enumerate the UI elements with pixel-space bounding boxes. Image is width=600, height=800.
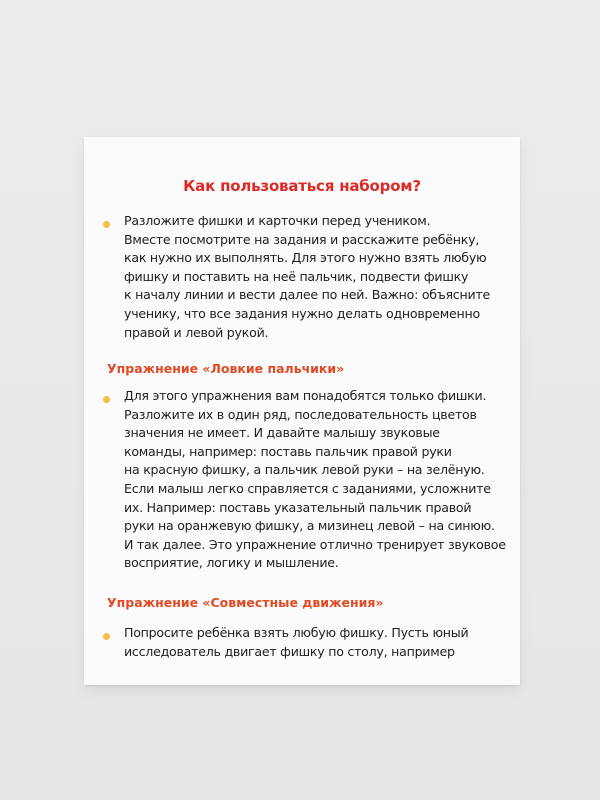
text-line: их. Например: поставь указательный пальчик правой <box>124 499 472 515</box>
text-line: исследователь двигает фишку по столу, например <box>124 643 455 659</box>
text-line: Для этого упражнения вам понадобятся только фишки. <box>124 388 487 403</box>
text-line: как нужно их выполнять. Для этого нужно взять любую <box>124 250 487 266</box>
exercise-2-paragraph <box>124 624 502 661</box>
text-line: к началу линии и вести далее по ней. Важно: объясните <box>124 287 490 303</box>
text-line: Попросите ребёнка взять любую фишку. Пусть юный <box>124 625 469 640</box>
instruction-card <box>84 137 520 685</box>
text-line: на красную фишку, а пальчик левой руки – на зелёную. <box>124 462 485 478</box>
text-line: Если малыш легко справляется с заданиями, усложните <box>124 480 491 496</box>
bullet-dot-intro <box>103 221 110 228</box>
text-line: восприятие, логику и мышление. <box>124 555 339 571</box>
bullet-dot-exercise-1 <box>103 396 110 403</box>
text-line: Разложите фишки и карточки перед учеником. <box>124 213 431 228</box>
exercise-2-heading: Упражнение «Совместные движения» <box>107 595 384 610</box>
text-line: И так далее. Это упражнение отлично тренирует звуковое <box>124 536 506 552</box>
exercise-1-heading: Упражнение «Ловкие пальчики» <box>107 361 345 376</box>
text-line: правой и левой рукой. <box>124 324 269 340</box>
exercise-1-paragraph <box>124 387 506 573</box>
text-line: команды, например: поставь пальчик правой руки <box>124 443 452 459</box>
text-line: руки на оранжевую фишку, а мизинец левой – на синюю. <box>124 518 495 534</box>
intro-paragraph <box>124 212 502 342</box>
text-line: ученику, что все задания нужно делать одновременно <box>124 305 480 321</box>
bullet-dot-exercise-2 <box>103 633 110 640</box>
text-line: фишку и поставить на неё пальчик, подвести фишку <box>124 268 469 284</box>
text-line: значения не имеет. И давайте малышу звуковые <box>124 425 440 441</box>
card-title: Как пользоваться набором? <box>183 177 421 195</box>
text-line: Вместе посмотрите на задания и расскажите ребёнку, <box>124 231 480 247</box>
text-line: Разложите их в один ряд, последовательность цветов <box>124 406 477 422</box>
